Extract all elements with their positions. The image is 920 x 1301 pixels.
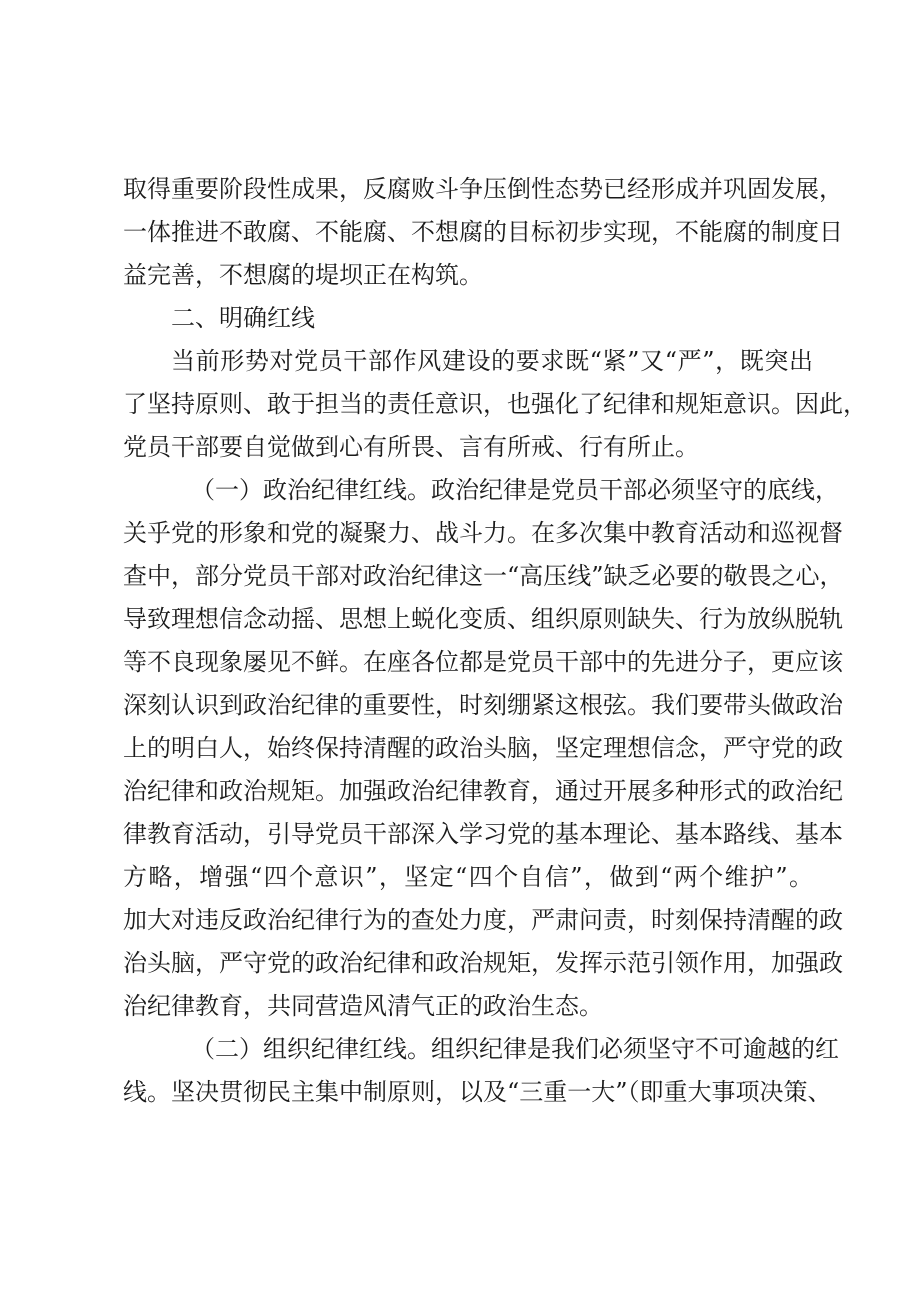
paragraph-line-11: 导致理想信念动摇、思想上蜕化变质、组织原则缺失、行为放纵脱轨 xyxy=(123,605,843,633)
paragraph-line-15: 治纪律和政治规矩。加强政治纪律教育，通过开展多种形式的政治纪 xyxy=(123,777,843,805)
paragraph-line-18: 加大对违反政治纪律行为的查处力度，严肃问责，时刻保持清醒的政 xyxy=(123,906,843,934)
paragraph-line-17: 方略，增强“四个意识”，坚定“四个自信”，做到“两个维护”。 xyxy=(123,863,813,891)
paragraph-line-7: 党员干部要自觉做到心有所畏、言有所戒、行有所止。 xyxy=(123,433,699,461)
paragraph-line-2: 一体推进不敢腐、不能腐、不想腐的目标初步实现，不能腐的制度日 xyxy=(123,218,843,246)
paragraph-line-14: 上的明白人，始终保持清醒的政治头脑，坚定理想信念，严守党的政 xyxy=(123,734,843,762)
paragraph-line-16: 律教育活动，引导党员干部深入学习党的基本理论、基本路线、基本 xyxy=(123,820,843,848)
paragraph-line-22: 线。坚决贯彻民主集中制原则，以及“三重一大”（即重大事项决策、 xyxy=(123,1078,832,1106)
section-heading: 二、明确红线 xyxy=(171,304,315,332)
paragraph-line-1: 取得重要阶段性成果，反腐败斗争压倒性态势已经形成并巩固发展， xyxy=(123,175,843,203)
paragraph-line-12: 等不良现象屡见不鲜。在座各位都是党员干部中的先进分子，更应该 xyxy=(123,648,843,676)
paragraph-line-21: （二）组织纪律红线。组织纪律是我们必须坚守不可逾越的红 xyxy=(191,1035,839,1063)
paragraph-line-9: 关乎党的形象和党的凝聚力、战斗力。在多次集中教育活动和巡视督 xyxy=(123,519,843,547)
paragraph-line-13: 深刻认识到政治纪律的重要性，时刻绷紧这根弦。我们要带头做政治 xyxy=(123,691,843,719)
paragraph-line-20: 治纪律教育，共同营造风清气正的政治生态。 xyxy=(123,992,603,1020)
paragraph-line-8: （一）政治纪律红线。政治纪律是党员干部必须坚守的底线， xyxy=(191,476,839,504)
paragraph-line-10: 查中，部分党员干部对政治纪律这一“高压线”缺乏必要的敬畏之心， xyxy=(123,562,844,590)
paragraph-line-5: 当前形势对党员干部作风建设的要求既“紧”又“严”，既突出 xyxy=(171,347,813,375)
paragraph-line-19: 治头脑，严守党的政治纪律和政治规矩，发挥示范引领作用，加强政 xyxy=(123,949,843,977)
paragraph-line-3: 益完善，不想腐的堤坝正在构筑。 xyxy=(123,261,483,289)
paragraph-line-6: 了坚持原则、敢于担当的责任意识，也强化了纪律和规矩意识。因此， xyxy=(123,390,867,418)
